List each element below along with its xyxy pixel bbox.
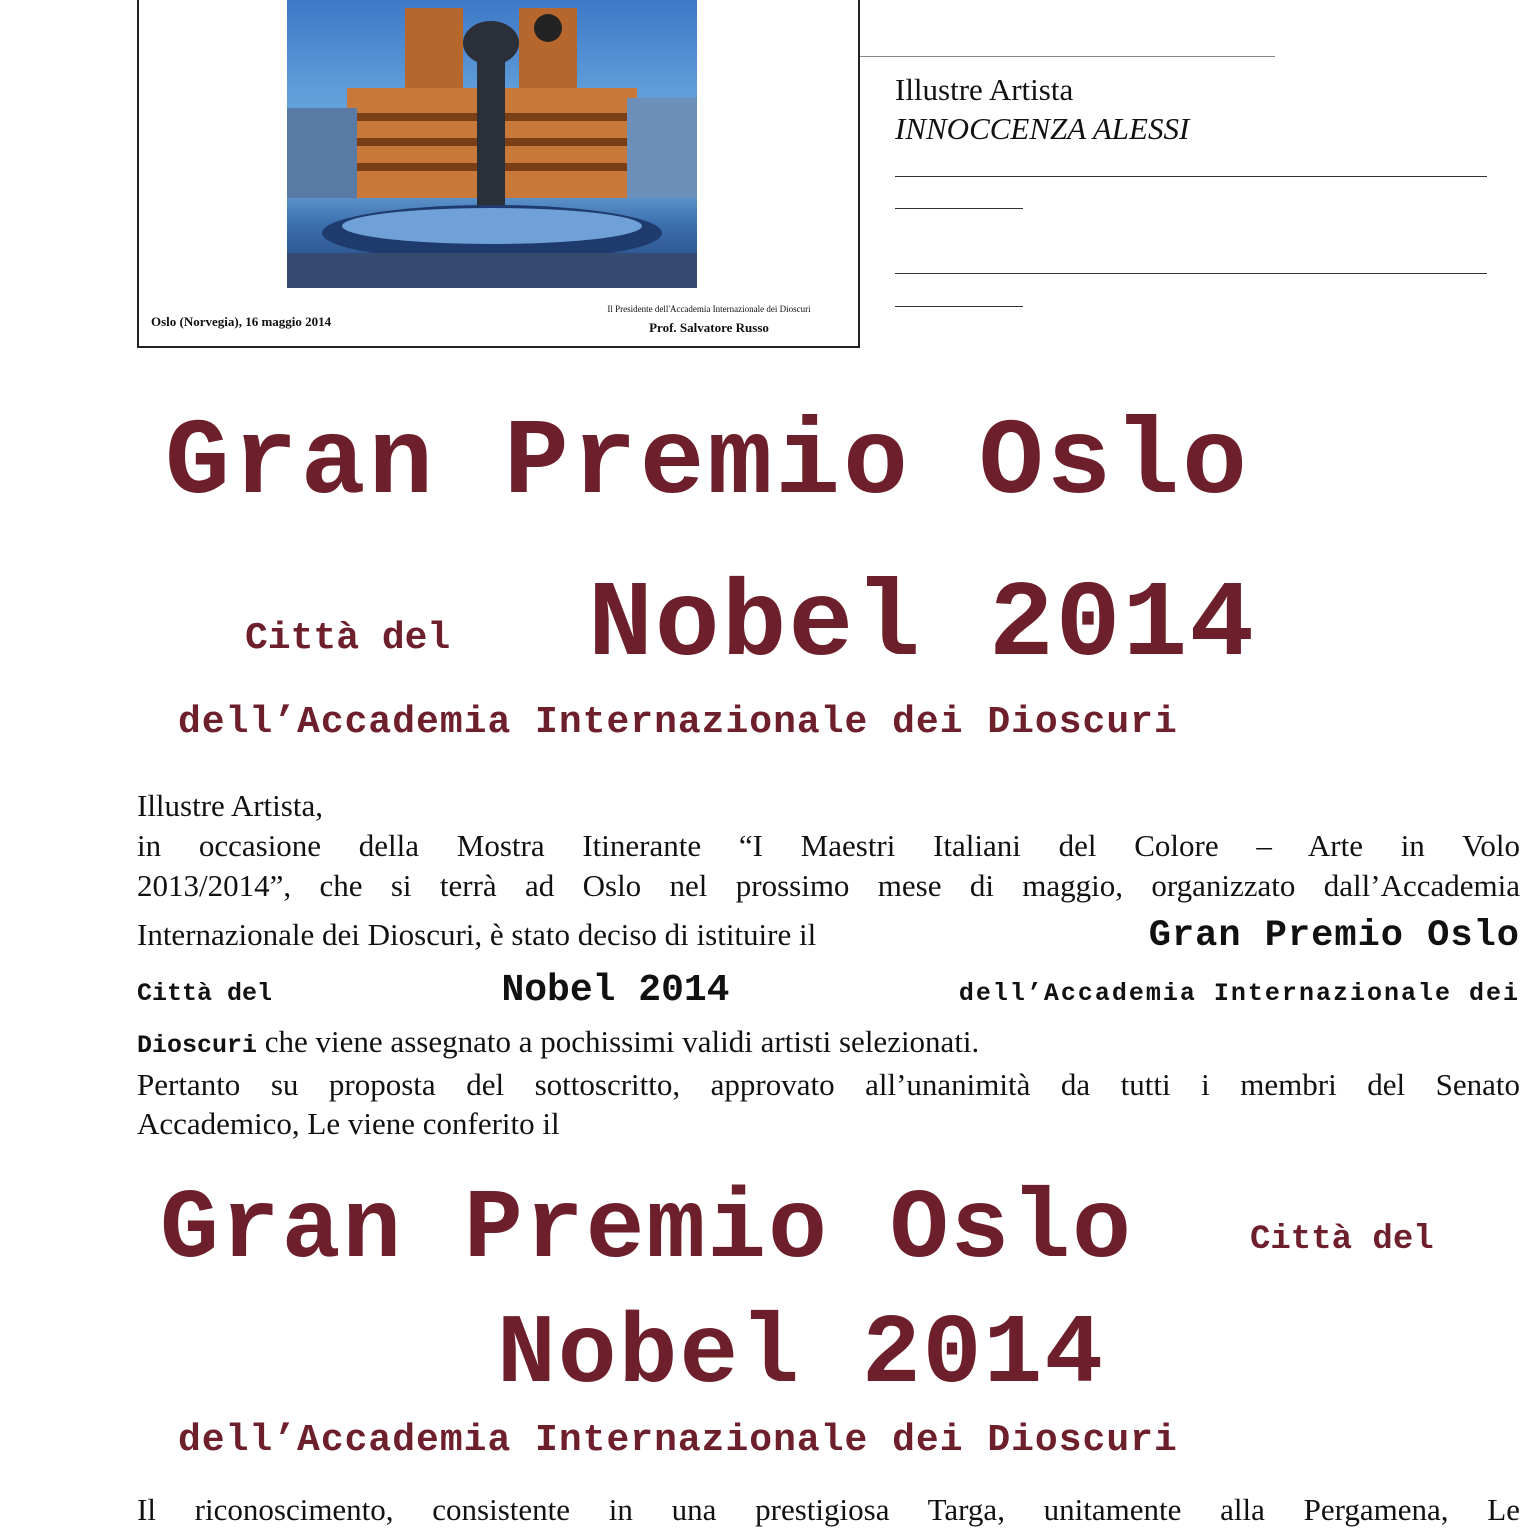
city-hall-illustration <box>287 0 697 288</box>
body-p2-line1: Pertanto su proposta del sottoscritto, approvato all’unanimità da tutti i membri del Senato <box>137 1067 1520 1102</box>
body-p1-line5 <box>137 1022 1520 1063</box>
body-p1-line5-text: che viene assegnato a pochissimi validi artisti selezionati. <box>264 1024 980 1059</box>
address-line-1 <box>895 176 1487 177</box>
body-p1-line2: 2013/2014”, che si terrà ad Oslo nel prossimo mese di maggio, organizzato dall’Accademia <box>137 868 1520 903</box>
body-award-name: Gran Premio Oslo <box>1148 915 1520 957</box>
body-p1-line3-text: Internazionale dei Dioscuri, è stato deciso di istituire il <box>137 917 817 952</box>
body-p1-line4 <box>137 966 1520 1015</box>
body-salutation: Illustre Artista, <box>137 788 323 823</box>
heading-citta-del: Città del <box>245 617 451 660</box>
heading-nobel-2014: Nobel 2014 <box>588 565 1257 687</box>
award-citta-del: Città del <box>1250 1221 1434 1259</box>
award-gran-premio-oslo: Gran Premio Oslo <box>160 1175 1133 1286</box>
award-nobel-2014: Nobel 2014 <box>497 1300 1106 1411</box>
award-accademia: dell’Accademia Internazionale dei Dioscuri <box>178 1419 1178 1462</box>
postcard <box>137 0 860 348</box>
body-dioscuri: Dioscuri <box>137 1031 258 1060</box>
body-citta-del: Città del <box>137 979 273 1008</box>
postcard-date: Oslo (Norvegia), 16 maggio 2014 <box>151 314 332 329</box>
oslo-city-hall-photo <box>287 0 697 288</box>
postcard-president-title: Il Presidente dell'Accademia Internazionale dei Dioscuri <box>607 304 811 314</box>
body-p1-line1: in occasione della Mostra Itinerante “I Maestri Italiani del Colore – Arte in Volo <box>137 828 1520 863</box>
address-line-2-short <box>895 306 1023 307</box>
postcard-president-name: Prof. Salvatore Russo <box>649 320 769 335</box>
body-p1-line3 <box>137 912 1520 960</box>
heading-accademia: dell’Accademia Internazionale dei Dioscuri <box>178 701 1178 744</box>
address-recipient-name: INNOCCENZA ALESSI <box>895 111 1190 146</box>
body-nobel-2014: Nobel 2014 <box>501 969 730 1012</box>
address-line-2 <box>895 273 1487 274</box>
heading-gran-premio-oslo: Gran Premio Oslo <box>165 403 1250 525</box>
address-line-1-short <box>895 208 1023 209</box>
body-accademia: dell’Accademia Internazionale dei <box>958 979 1520 1008</box>
paper-edge <box>860 56 1275 57</box>
address-greeting: Illustre Artista <box>895 72 1074 107</box>
body-p2-line2: Accademico, Le viene conferito il <box>137 1106 560 1141</box>
footer-line1: Il riconoscimento, consistente in una prestigiosa Targa, unitamente alla Pergamena, Le <box>137 1492 1520 1527</box>
